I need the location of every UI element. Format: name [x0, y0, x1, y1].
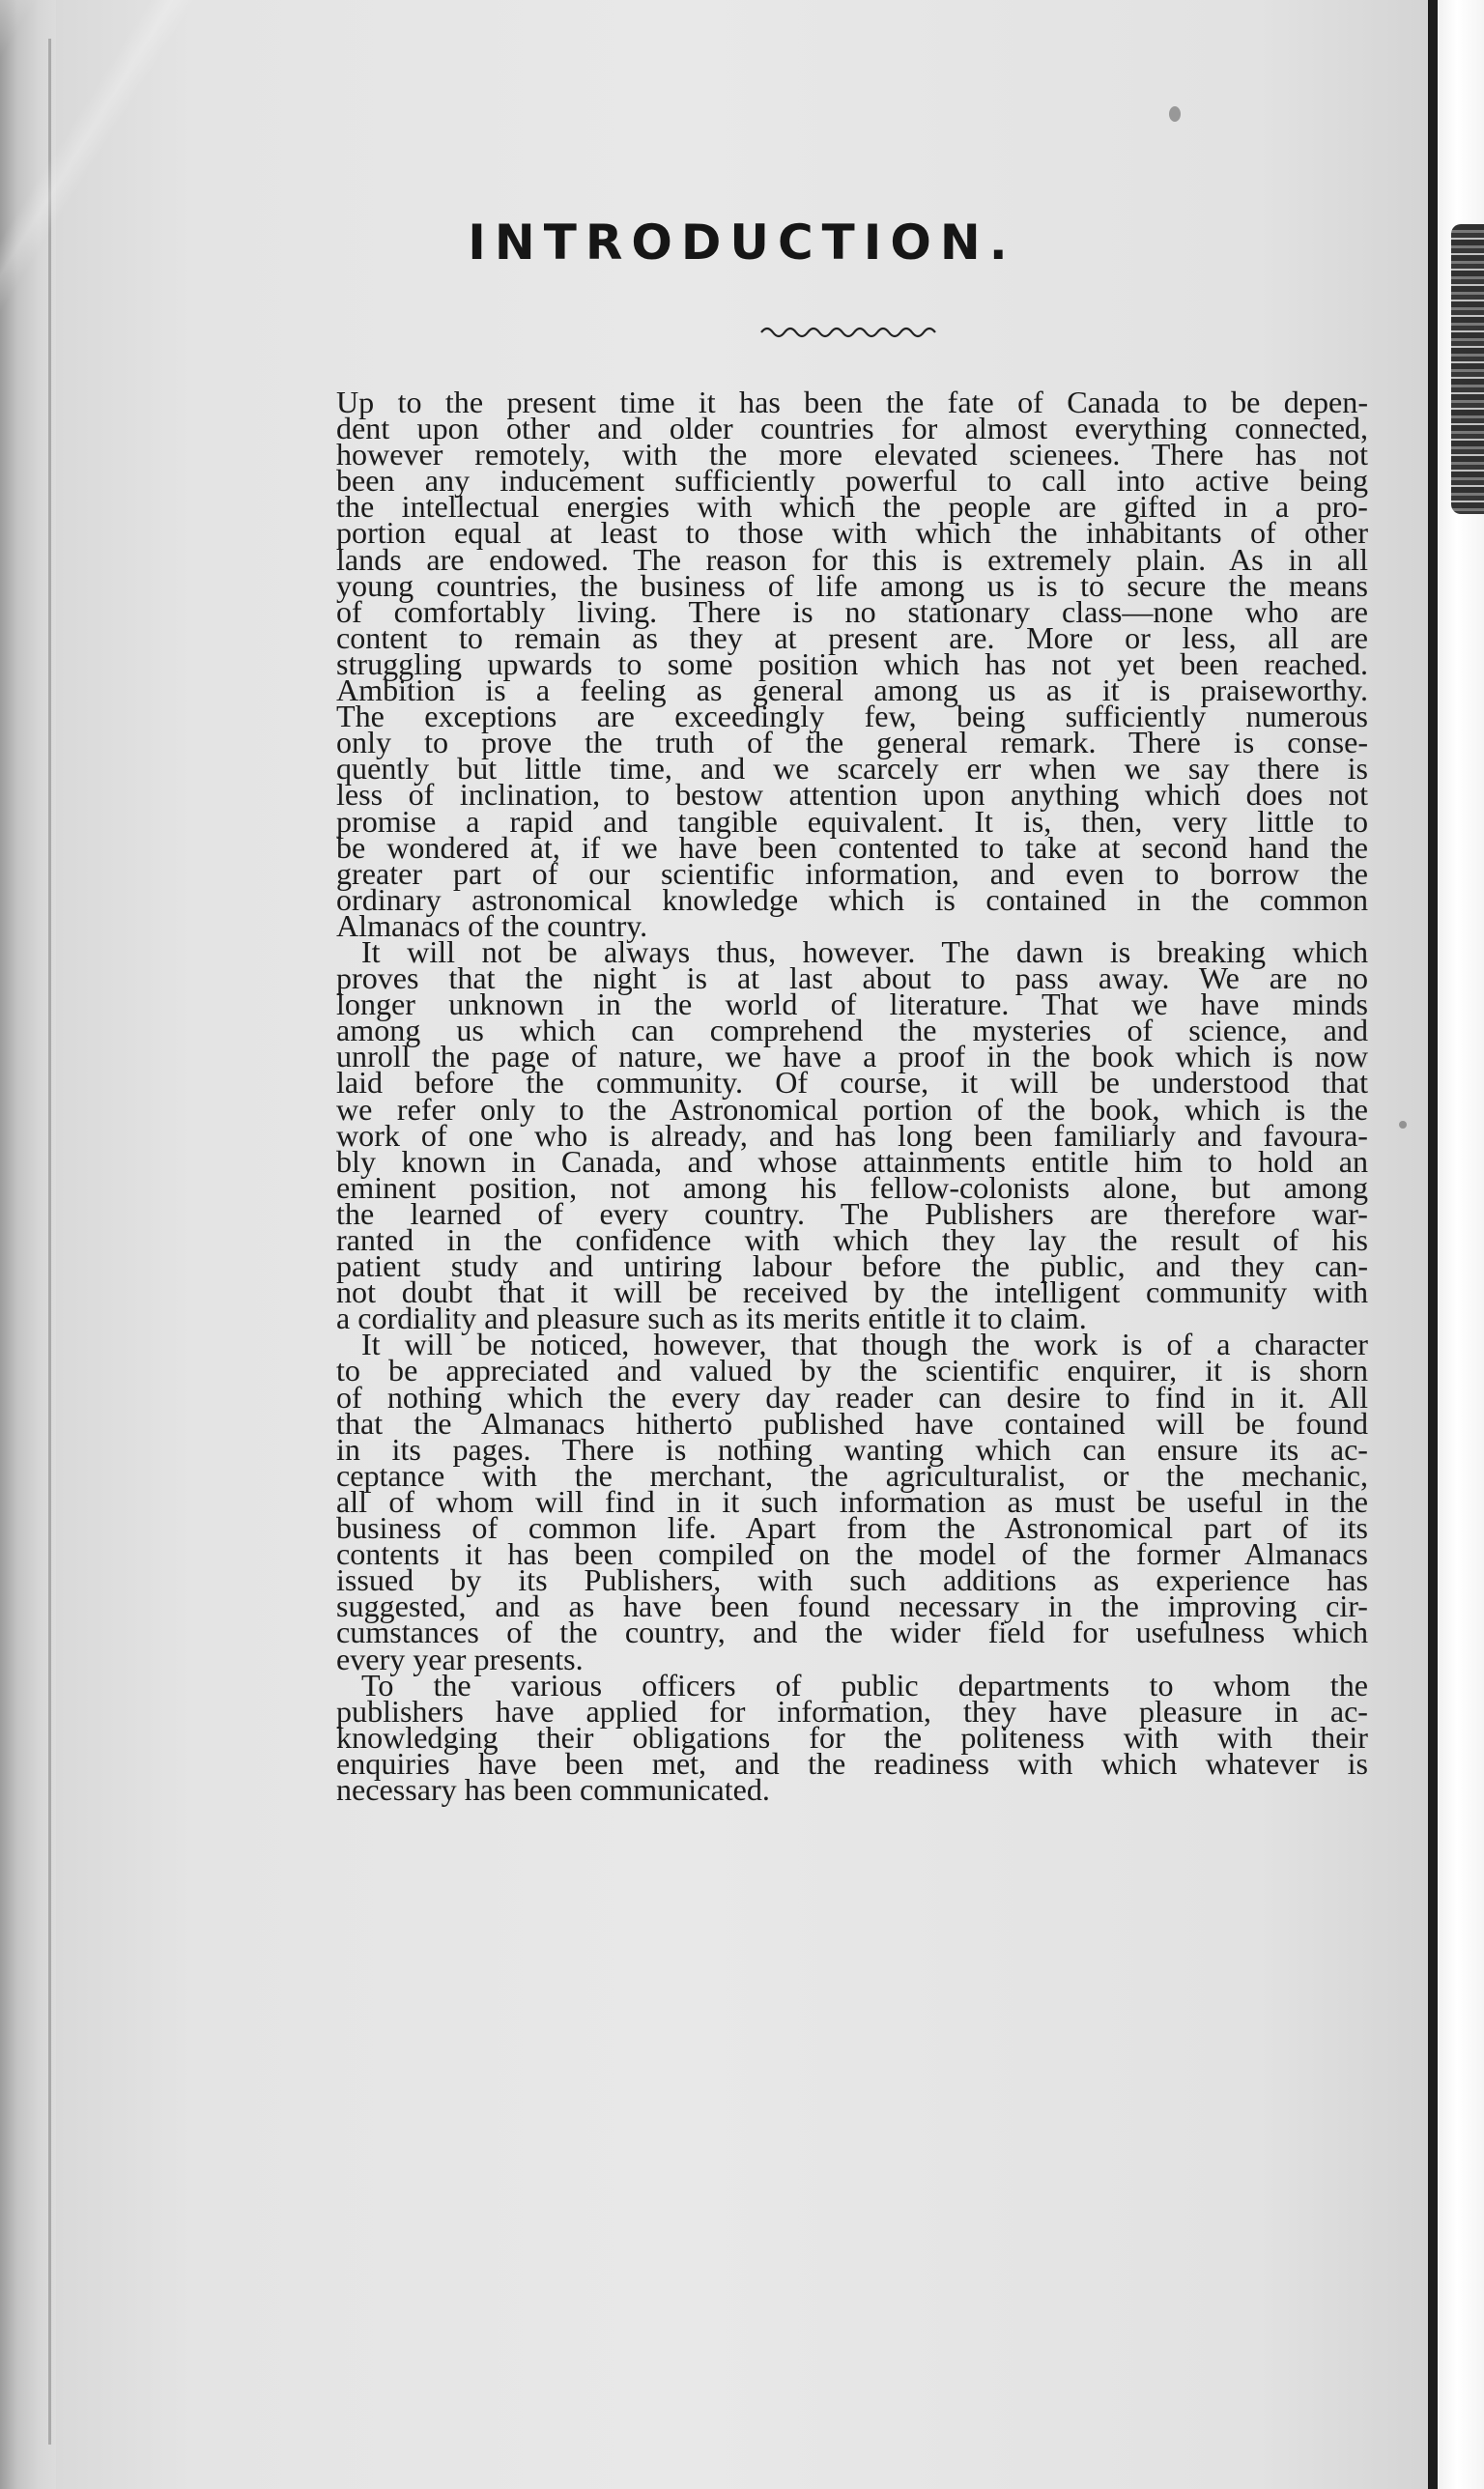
text-line: ordinary astronomical knowledge which is contained in the common	[336, 881, 1368, 917]
page-left-border	[48, 39, 51, 2445]
text-line: enquiries have been met, and the readiness with which whatever is	[336, 1745, 1368, 1781]
text-line: Almanacs of the country.	[336, 907, 648, 943]
text-line: eminent position, not among his fellow-colonists alone, but among	[336, 1169, 1368, 1205]
text-line: struggling upwards to some position which has not yet been reached.	[336, 645, 1368, 681]
text-line: young countries, the business of life among us is to secure the means	[336, 567, 1368, 603]
body-text	[336, 385, 1368, 1807]
paragraph	[336, 1327, 1368, 1676]
paragraph	[336, 385, 1368, 943]
text-line: promise a rapid and tangible equivalent. It is, then, very little to	[336, 803, 1368, 839]
text-line: necessary has been communicated.	[336, 1771, 770, 1807]
text-line: It will not be always thus, however. The dawn is breaking which	[361, 933, 1368, 969]
text-line: the intellectual energies with which the people are gifted in a pro-	[336, 489, 1368, 525]
text-line: in its pages. There is nothing wanting which can ensure its ac-	[336, 1431, 1368, 1467]
text-line: suggested, and as have been found necessary in the improving cir-	[336, 1588, 1368, 1624]
text-line: we refer only to the Astronomical portion of the book, which is the	[336, 1091, 1368, 1127]
ink-speck	[1399, 1121, 1407, 1129]
text-line: greater part of our scientific information, and even to borrow the	[336, 855, 1368, 891]
text-line: proves that the night is at last about to pass away. We are no	[336, 960, 1368, 996]
text-line: that the Almanacs hitherto published have contained will be found	[336, 1405, 1368, 1441]
paragraph	[336, 1667, 1368, 1807]
text-line: all of whom will find in it such information as must be useful in the	[336, 1483, 1368, 1519]
text-line: Ambition is a feeling as general among us as it is praiseworthy.	[336, 672, 1368, 708]
paragraph	[336, 933, 1368, 1336]
text-line: laid before the community. Of course, it will be understood that	[336, 1065, 1368, 1101]
text-line: be wondered at, if we have been contented to take at second hand the	[336, 829, 1368, 865]
text-line: To the various officers of public departments to whom the	[361, 1667, 1368, 1702]
text-line: only to prove the truth of the general remark. There is conse-	[336, 725, 1368, 760]
text-line: however remotely, with the more elevated scienees. There has not	[336, 437, 1368, 472]
text-line: business of common life. Apart from the Astronomical part of its	[336, 1510, 1368, 1546]
text-line: knowledging their obligations for the politeness with with their	[336, 1719, 1368, 1755]
text-line: The exceptions are exceedingly few, being sufficiently numerous	[336, 699, 1368, 734]
text-line: among us which can comprehend the mysteries of science, and	[336, 1013, 1368, 1048]
text-line: lands are endowed. The reason for this is extremely plain. As in all	[336, 541, 1368, 577]
text-line: not doubt that it will be received by the intelligent community with	[336, 1274, 1368, 1310]
text-line: publishers have applied for information, they have pleasure in ac-	[336, 1693, 1368, 1729]
text-line: quently but little time, and we scarcely err when we say there is	[336, 751, 1368, 787]
text-line: Up to the present time it has been the fate of Canada to be depen-	[336, 385, 1368, 419]
text-line: work of one who is already, and has long been familiarly and favoura-	[336, 1117, 1368, 1153]
text-line: to be appreciated and valued by the scientific enquirer, it is shorn	[336, 1353, 1368, 1388]
text-line: ceptance with the merchant, the agriculturalist, or the mechanic,	[336, 1457, 1368, 1493]
page-title: INTRODUCTION.	[468, 215, 1016, 271]
text-line: content to remain as they at present are. More or less, all are	[336, 619, 1368, 655]
title-flourish	[759, 323, 943, 342]
text-line: patient study and untiring labour before the public, and they can-	[336, 1248, 1368, 1284]
text-line: It will be noticed, however, that though the work is of a character	[361, 1327, 1368, 1362]
text-line: unroll the page of nature, we have a proof in the book which is now	[336, 1039, 1368, 1074]
text-line: issued by its Publishers, with such additions as experience has	[336, 1562, 1368, 1598]
text-line: contents it has been compiled on the model of the former Almanacs	[336, 1536, 1368, 1572]
text-line: portion equal at least to those with which the inhabitants of other	[336, 515, 1368, 551]
text-line: dent upon other and older countries for almost everything connected,	[336, 411, 1368, 446]
text-line: longer unknown in the world of literature. That we have minds	[336, 987, 1368, 1022]
text-line: less of inclination, to bestow attention upon anything which does not	[336, 777, 1368, 813]
text-line: of comfortably living. There is no stationary class—none who are	[336, 593, 1368, 629]
text-line: the learned of every country. The Publishers are therefore war-	[336, 1195, 1368, 1231]
text-line: of nothing which the every day reader can desire to find in it. All	[336, 1379, 1368, 1415]
ink-speck	[1169, 106, 1181, 122]
text-line: a cordiality and pleasure such as its merits entitle it to claim.	[336, 1301, 1087, 1336]
text-line: cumstances of the country, and the wider field for usefulness which	[336, 1615, 1368, 1650]
text-line: bly known in Canada, and whose attainments entitle him to hold an	[336, 1143, 1368, 1179]
text-line: every year presents.	[336, 1641, 584, 1676]
text-line: ranted in the confidence with which they lay the result of his	[336, 1222, 1368, 1257]
page-right-border	[1428, 0, 1438, 2489]
text-line: been any inducement sufficiently powerful to call into active being	[336, 463, 1368, 499]
